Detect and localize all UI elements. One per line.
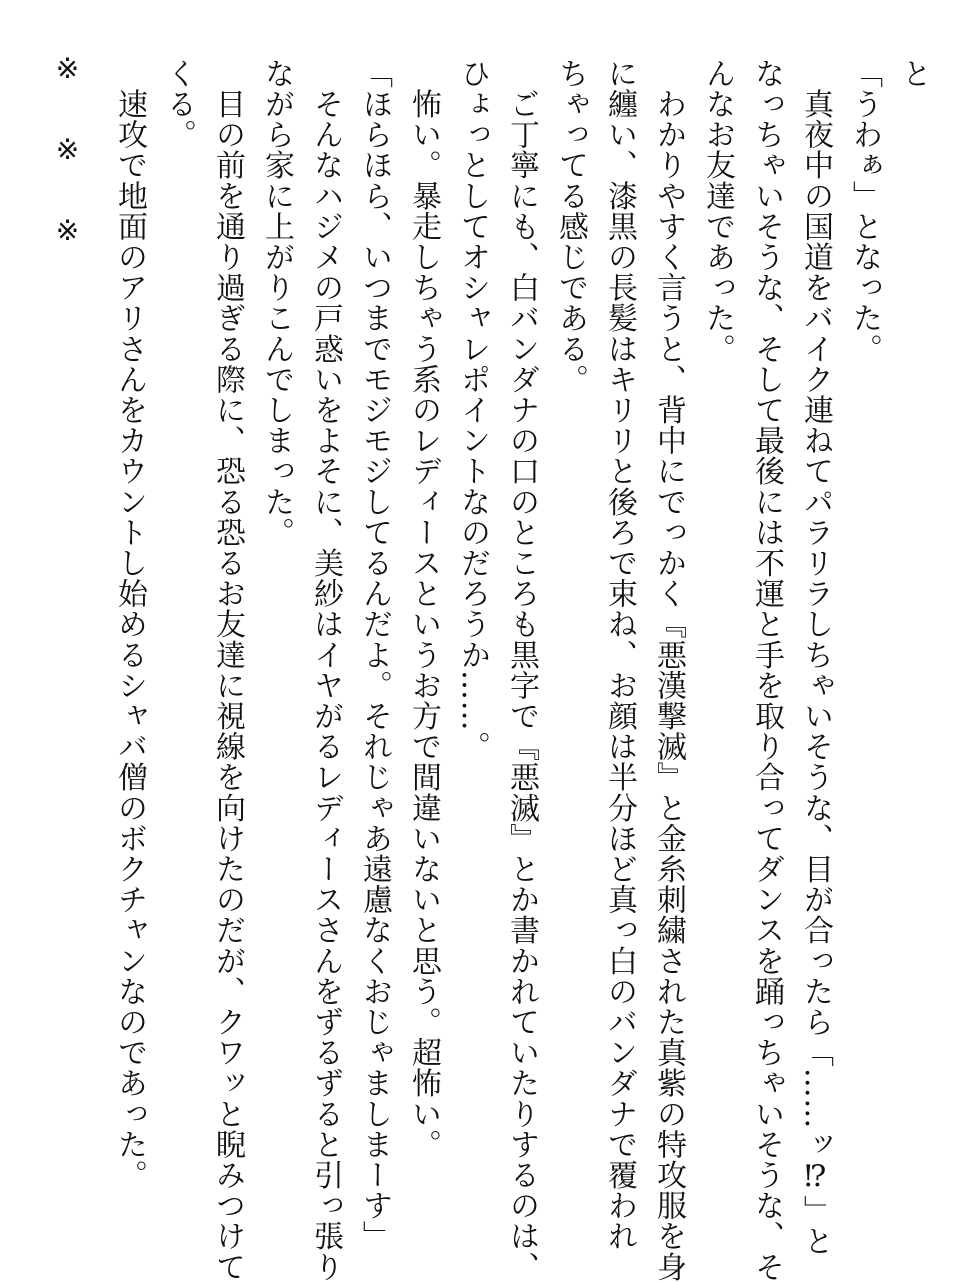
text-line: 目の前を通り過ぎる際に、恐る恐るお友達に視線を向けたのだが、クワッと睨みつけて [210,58,245,1282]
text-line: そんなハジメの戸惑いをよそに、美紗はイヤがるレディースさんをずるずると引っ張り [308,58,343,1282]
text-line: んなお友達であった。 [700,58,735,364]
scene-break-marks: ※※※ [51,52,84,295]
text-line: 速攻で地面のアリさんをカウントし始めるシャバ僧のボクチャンなのであった。 [112,58,147,1191]
vertical-text-block [105,58,938,1282]
text-line: わかりやすく言うと、背中にでっかく『悪漢撃滅』と金糸刺繍された真紫の特攻服を身 [651,58,686,1282]
text-line: ひょっとしてオシャレポイントなのだろうか……。 [455,58,490,762]
text-line: ながら家に上がりこんでしまった。 [259,58,294,548]
text-line: 怖い。暴走しちゃう系のレディースというお方で間違いないと思う。超怖い。 [406,58,441,1160]
text-line: くる。 [161,58,196,150]
text-line: なっちゃいそうな、そして最後には不運と手を取り合ってダンスを踊っちゃいそうな、そ [749,58,784,1282]
text-line: ちゃってる感じである。 [553,58,588,395]
text-line: に纏い、漆黒の長髪はキリリと後ろで束ね、お顔は半分ほど真っ白のバンダナで覆われ [602,58,637,1252]
text-line: と [896,58,931,89]
text-line: 「うわぁ」となった。 [847,58,882,364]
text-line: ご丁寧にも、白バンダナの口のところも黒字で『悪滅』とか書かれていたりするのは、 [504,58,539,1282]
text-line: 「ほらほら、いつまでモジモジしてるんだよ。それじゃあ遠慮なくおじゃましまーす」 [357,58,392,1252]
text-line: 真夜中の国道をバイク連ねてパラリラしちゃいそうな、目が合ったら「……ッ⁉」と [798,58,833,1257]
